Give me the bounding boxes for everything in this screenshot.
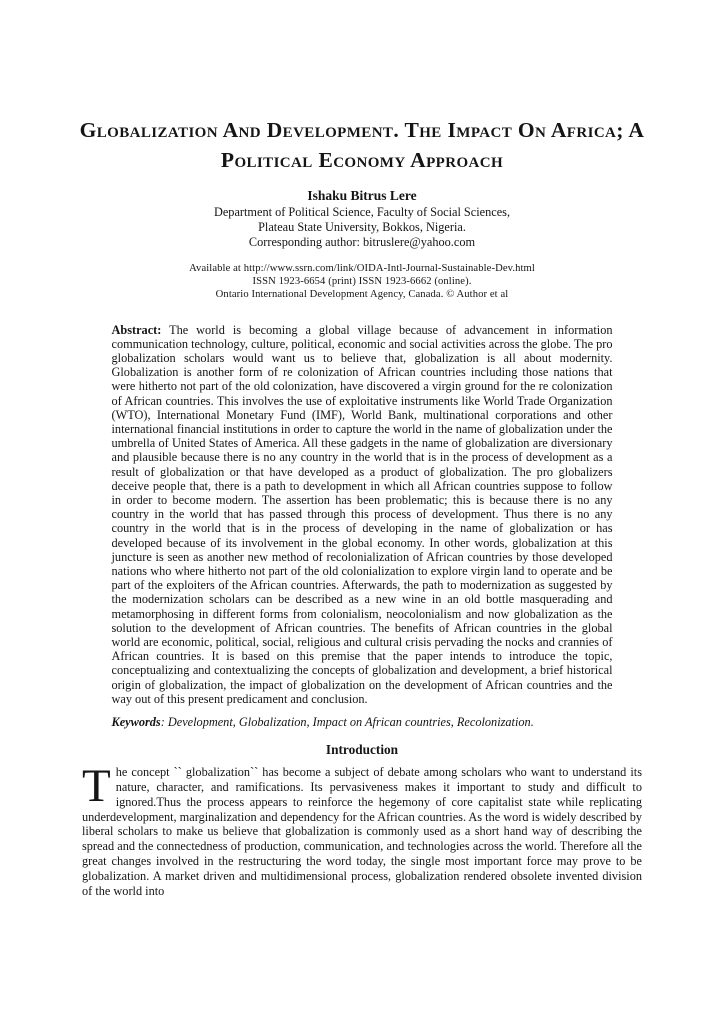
affiliation-line-2: Plateau State University, Bokkos, Nigeria. [258, 219, 466, 234]
abstract-text: The world is becoming a global village because of advancement in information communication technology, culture, political, economic and social activities across the globe. The pro globalization scholars would want us to believe that, globalization is all about modernity. Globalization is another form of re colonization of African countries including those nations that were hitherto not part of the old colonization, have discovered a virgin ground for the re colonization of African countries. This involves the use of exploitative instruments like World Trade Organization (WTO), International Monetary Fund (IMF), World Bank, multinational corporations and other international financial institutions in order to capture the world in the name of globalization under the umbrella of United States of America. All these gadgets in the name of globalization are diversionary and plausible because there is no any country in the world that is in the process of development as a result of globalization or that have developed as a product of globalization. The pro globalizers deceive people that, there is a path to development in which all African countries suppose to follow in order to become modern. The assertion has been problematic; this is because there is no any country in the world that has passed through this process of development. Thus there is no any country in the world that is in the process of developing in the name of globalization or has developed because of its involvement in the global economy. In other words, globalization at this juncture is seen as another new method of recolonialization of African countries by those developed nations who where hitherto not part of the old colonialization to explore virgin land to operate and be part of the exploiters of the African countries. Afterwards, the path to modernization as suggested by the modernization scholars can be described as a new wine in an old bottle masquerading and metamorphosing in different forms from colonialism, neocolonialism and now globalization as the solution to the development of African countries. The benefits of African countries in the global world are economic, political, social, religious and cultural crisis pervading the nocks and crannies of African countries. It is based on this premise that the paper intends to introduce the topic, conceptualizing and contextualizing the concepts of globalization and development, a brief historical origin of globalization, the impact of globalization on the development of African countries and the way out of this present predicament and conclusion. [111, 322, 613, 706]
availability-url-line: Available at http://www.ssrn.com/link/OIDA-Intl-Journal-Sustainable-Dev.html [189, 262, 535, 274]
drop-cap: T [82, 760, 111, 813]
keywords-line [112, 715, 613, 729]
corresponding-author-line: Corresponding author: bitruslere@yahoo.com [248, 234, 476, 249]
introduction-heading: Introduction [325, 742, 399, 758]
issn-line: ISSN 1923-6654 (print) ISSN 1923-6662 (online). [252, 275, 472, 287]
paper-title: Globalization And Development. The Impact On Africa; A Political Economy Approach [79, 118, 645, 172]
keywords-label: Keywords [111, 715, 161, 730]
author-name: Ishaku Bitrus Lere [307, 188, 417, 204]
abstract-paragraph [112, 323, 613, 706]
publisher-copyright-line: Ontario International Development Agency, Canada. © Author et al [215, 289, 509, 301]
introduction-text: he concept `` globalization`` has become a subject of debate among scholars who want to understand its nature, character, and ramifications. Its pervasiveness makes it important to study and difficult to ignored.Thus the process appears to reinforce the hegemony of core capitalist state while replicating underdevelopment, marginalization and dependency for the African countries. As the word is widely described by liberal scholars to make us believe that globalization is commonly used as a short hand way of describing the spread and the connectedness of production, communication, and technologies across the world. Therefore all the great changes involved in the restructuring the word today, the single most important force may prove to be globalization. A market driven and multidimensional process, globalization rendered obsolete invented division of the world into [82, 765, 642, 898]
availability-block [0, 262, 724, 302]
introduction-paragraph [82, 760, 642, 898]
affiliation-line-1: Department of Political Science, Faculty of Social Sciences, [213, 204, 511, 219]
author-block [0, 188, 724, 249]
keywords-text: : Development, Globalization, Impact on African countries, Recolonization. [160, 715, 534, 730]
abstract-label: Abstract: [111, 322, 162, 337]
